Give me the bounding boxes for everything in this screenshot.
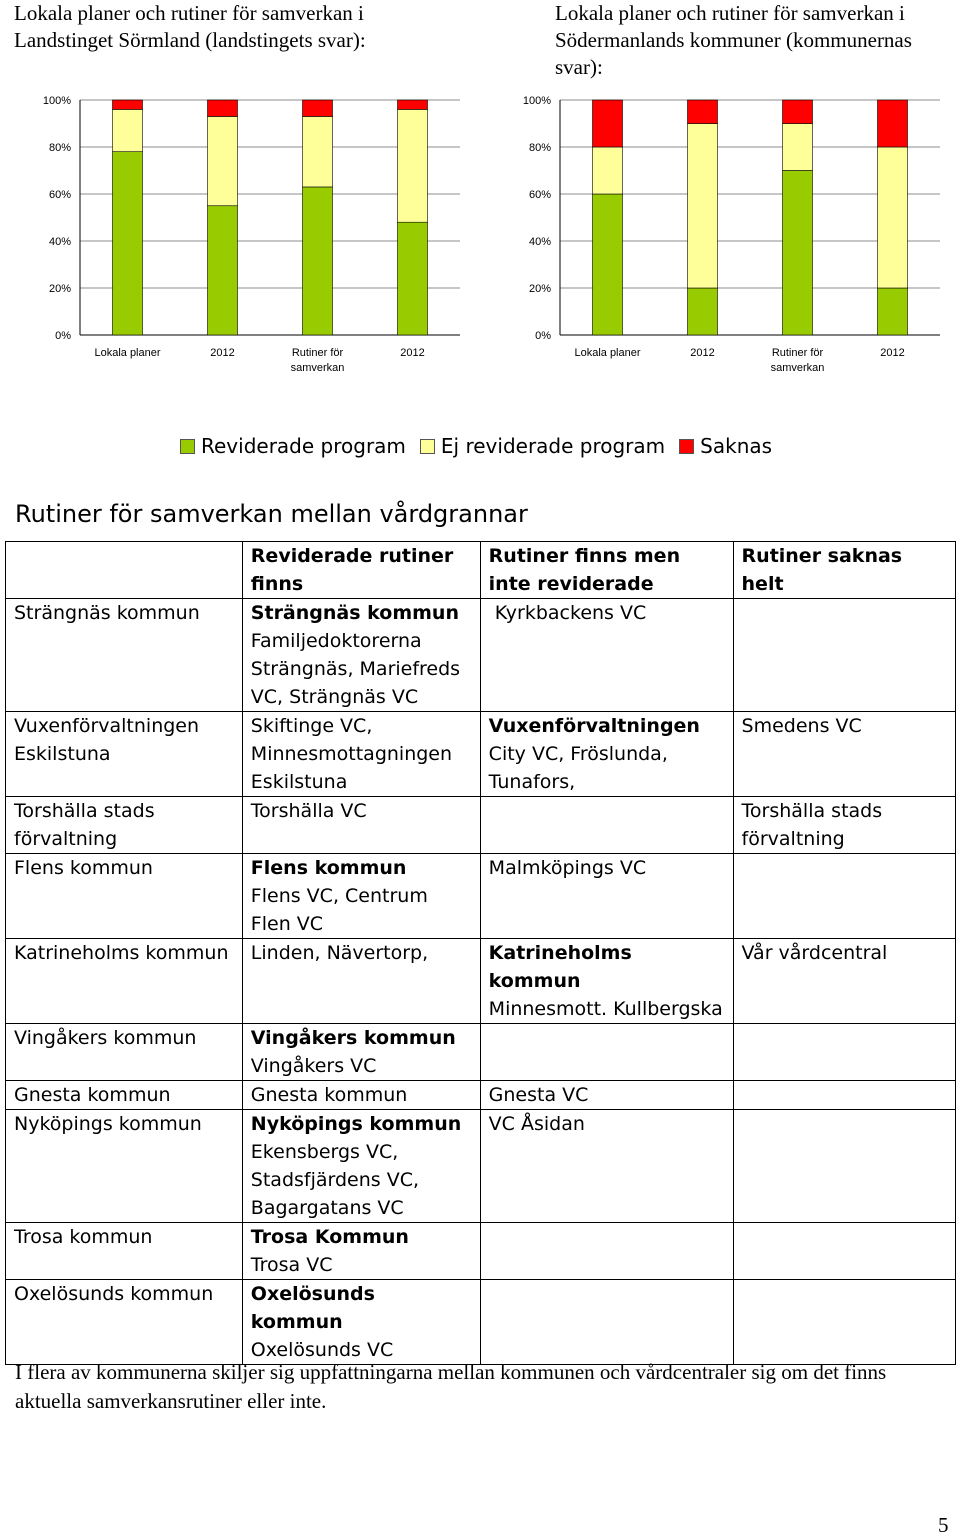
table-header-row [6, 542, 956, 599]
bar-segment [593, 194, 623, 335]
row-municipality: Vuxenförvaltningen Eskilstuna [6, 712, 243, 797]
x-category-label: Lokala planer [574, 347, 641, 359]
legend-swatch-not-revised [420, 439, 435, 454]
header-not-revised: Rutiner finns men inte reviderade [480, 542, 733, 599]
header-revised: Reviderade rutiner finns [242, 542, 480, 599]
cell-not-revised [480, 797, 733, 854]
cell-revised-text: Trosa VC [250, 1254, 333, 1276]
bar-segment [878, 100, 908, 147]
cell-revised-text: Vingåkers VC [250, 1055, 377, 1077]
cell-not-revised-text: City VC, Fröslunda, Tunafors, [488, 715, 707, 793]
table-row [6, 599, 956, 712]
bar-segment [783, 124, 813, 171]
cell-revised-text: Ekensbergs VC, Stadsfjärdens VC, Bagargatans VC [250, 1141, 420, 1219]
bar-segment [688, 124, 718, 289]
y-tick-label: 20% [528, 283, 551, 295]
cell-not-revised-bold: Katrineholms kommun [488, 942, 632, 992]
x-category-label: 2012 [210, 347, 235, 359]
chart-right [480, 88, 960, 388]
cell-revised-text: Familjedoktorerna Strängnäs, Mariefreds VC, Strängnäs VC [250, 630, 461, 708]
header-missing: Rutiner saknas helt [733, 542, 955, 599]
bar-segment [593, 100, 623, 147]
chart-left [0, 88, 480, 388]
y-tick-label: 80% [48, 142, 71, 154]
bar-segment [878, 288, 908, 335]
bar-segment [398, 109, 428, 222]
cell-not-revised [480, 1280, 733, 1365]
cell-revised-bold: Trosa Kommun [250, 1226, 409, 1248]
legend-item-missing [679, 434, 772, 458]
bar-segment [303, 100, 333, 116]
bar-segment [688, 100, 718, 124]
cell-not-revised-text: Gnesta VC [488, 1084, 589, 1106]
table-body [6, 599, 956, 1365]
cell-missing: Torshälla stads förvaltning [733, 797, 955, 854]
x-category-label: 2012 [690, 347, 715, 359]
y-tick-label: 100% [42, 95, 71, 107]
cell-revised [242, 1081, 480, 1110]
cell-not-revised [480, 712, 733, 797]
chart-title-left: Lokala planer och rutiner för samverkan i Landstinget Sörmland (landstingets svar): [14, 1, 366, 52]
cell-revised-text: Oxelösunds VC [250, 1339, 394, 1361]
row-municipality: Oxelösunds kommun [6, 1280, 243, 1365]
legend-item-not-revised [420, 434, 665, 458]
row-municipality: Vingåkers kommun [6, 1024, 243, 1081]
bar-segment [398, 100, 428, 109]
cell-not-revised [480, 1110, 733, 1223]
cell-revised-text: Flens VC, Centrum Flen VC [250, 885, 428, 935]
cell-revised-text: Gnesta kommun [250, 1084, 408, 1106]
cell-not-revised-bold: Vuxenförvaltningen [488, 715, 700, 737]
cell-not-revised [480, 1223, 733, 1280]
cell-not-revised [480, 939, 733, 1024]
cell-revised-bold: Oxelösunds kommun [250, 1283, 375, 1333]
cell-revised [242, 712, 480, 797]
cell-not-revised-text: Malmköpings VC [488, 857, 647, 879]
x-category-label: Rutiner för samverkan [770, 347, 825, 374]
cell-revised [242, 599, 480, 712]
table-row [6, 854, 956, 939]
x-category-label: 2012 [400, 347, 425, 359]
row-municipality: Nyköpings kommun [6, 1110, 243, 1223]
table-row [6, 1110, 956, 1223]
cell-not-revised [480, 1081, 733, 1110]
cell-not-revised [480, 854, 733, 939]
row-municipality: Katrineholms kommun [6, 939, 243, 1024]
y-tick-label: 20% [48, 283, 71, 295]
cell-revised [242, 1280, 480, 1365]
cell-missing [733, 1110, 955, 1223]
table-row [6, 1024, 956, 1081]
cell-missing: Smedens VC [733, 712, 955, 797]
cell-revised-bold: Nyköpings kommun [250, 1113, 462, 1135]
bar-segment [113, 152, 143, 335]
row-municipality: Gnesta kommun [6, 1081, 243, 1110]
table-row [6, 1280, 956, 1365]
page-number: 5 [938, 1513, 949, 1537]
cell-revised-bold: Vingåkers kommun [250, 1027, 456, 1049]
cell-not-revised-text: VC Åsidan [488, 1113, 585, 1135]
legend-swatch-missing [679, 439, 694, 454]
legend-label-missing: Saknas [700, 434, 773, 458]
y-tick-label: 40% [528, 236, 551, 248]
bar-segment [593, 147, 623, 194]
x-category-label: 2012 [880, 347, 905, 359]
cell-revised [242, 854, 480, 939]
table-row [6, 1081, 956, 1110]
x-category-label: Lokala planer [94, 347, 161, 359]
header-empty [6, 542, 243, 599]
chart-legend [180, 434, 772, 458]
cell-missing [733, 1024, 955, 1081]
cell-missing [733, 1223, 955, 1280]
y-tick-label: 0% [55, 330, 71, 342]
y-tick-label: 60% [528, 189, 551, 201]
table-row [6, 712, 956, 797]
y-tick-label: 80% [528, 142, 551, 154]
legend-label-revised: Reviderade program [201, 434, 406, 458]
legend-label-not-revised: Ej reviderade program [440, 434, 666, 458]
bar-segment [783, 100, 813, 124]
x-category-label: Rutiner för samverkan [290, 347, 345, 374]
cell-revised [242, 1223, 480, 1280]
bar-segment [208, 206, 238, 335]
row-municipality: Torshälla stads förvaltning [6, 797, 243, 854]
table-row [6, 939, 956, 1024]
y-tick-label: 100% [522, 95, 551, 107]
cell-not-revised-text: Minnesmott. Kullbergska [488, 998, 723, 1020]
cell-revised [242, 797, 480, 854]
bar-segment [113, 109, 143, 151]
table-row [6, 1223, 956, 1280]
chart-title-right: Lokala planer och rutiner för samverkan i Södermanlands kommuner (kommunernas svar): [555, 1, 912, 79]
bar-segment [208, 116, 238, 205]
cell-revised-bold: Strängnäs kommun [250, 602, 459, 624]
cell-missing [733, 1081, 955, 1110]
cell-not-revised [480, 1024, 733, 1081]
footer-text: I flera av kommunerna skiljer sig uppfattningarna mellan kommunen och vårdcentraler sig om det finns aktuella samverkansrutiner eller inte. [15, 1360, 887, 1413]
bar-segment [303, 187, 333, 335]
row-municipality: Strängnäs kommun [6, 599, 243, 712]
bar-segment [208, 100, 238, 116]
cell-missing [733, 599, 955, 712]
cell-not-revised-text: Kyrkbackens VC [488, 602, 647, 624]
cell-missing: Vår vårdcentral [733, 939, 955, 1024]
cell-missing [733, 854, 955, 939]
cell-revised [242, 939, 480, 1024]
section-heading: Rutiner för samverkan mellan vårdgrannar [15, 500, 528, 528]
row-municipality: Trosa kommun [6, 1223, 243, 1280]
bar-segment [113, 100, 143, 109]
cell-missing [733, 1280, 955, 1365]
bar-segment [688, 288, 718, 335]
bar-segment [303, 116, 333, 187]
bar-segment [783, 171, 813, 336]
legend-item-revised [180, 434, 406, 458]
cell-revised-text: Skiftinge VC, Minnesmottagningen Eskilstuna [250, 715, 453, 793]
cell-revised-text: Linden, Nävertorp, [250, 942, 429, 964]
y-tick-label: 60% [48, 189, 71, 201]
cell-revised [242, 1110, 480, 1223]
bar-segment [878, 147, 908, 288]
y-tick-label: 40% [48, 236, 71, 248]
cell-not-revised [480, 599, 733, 712]
routines-table [5, 541, 956, 1365]
bar-segment [398, 222, 428, 335]
row-municipality: Flens kommun [6, 854, 243, 939]
legend-swatch-revised [180, 439, 195, 454]
table-row [6, 797, 956, 854]
cell-revised-text: Torshälla VC [250, 800, 367, 822]
cell-revised [242, 1024, 480, 1081]
cell-revised-bold: Flens kommun [250, 857, 407, 879]
y-tick-label: 0% [535, 330, 551, 342]
